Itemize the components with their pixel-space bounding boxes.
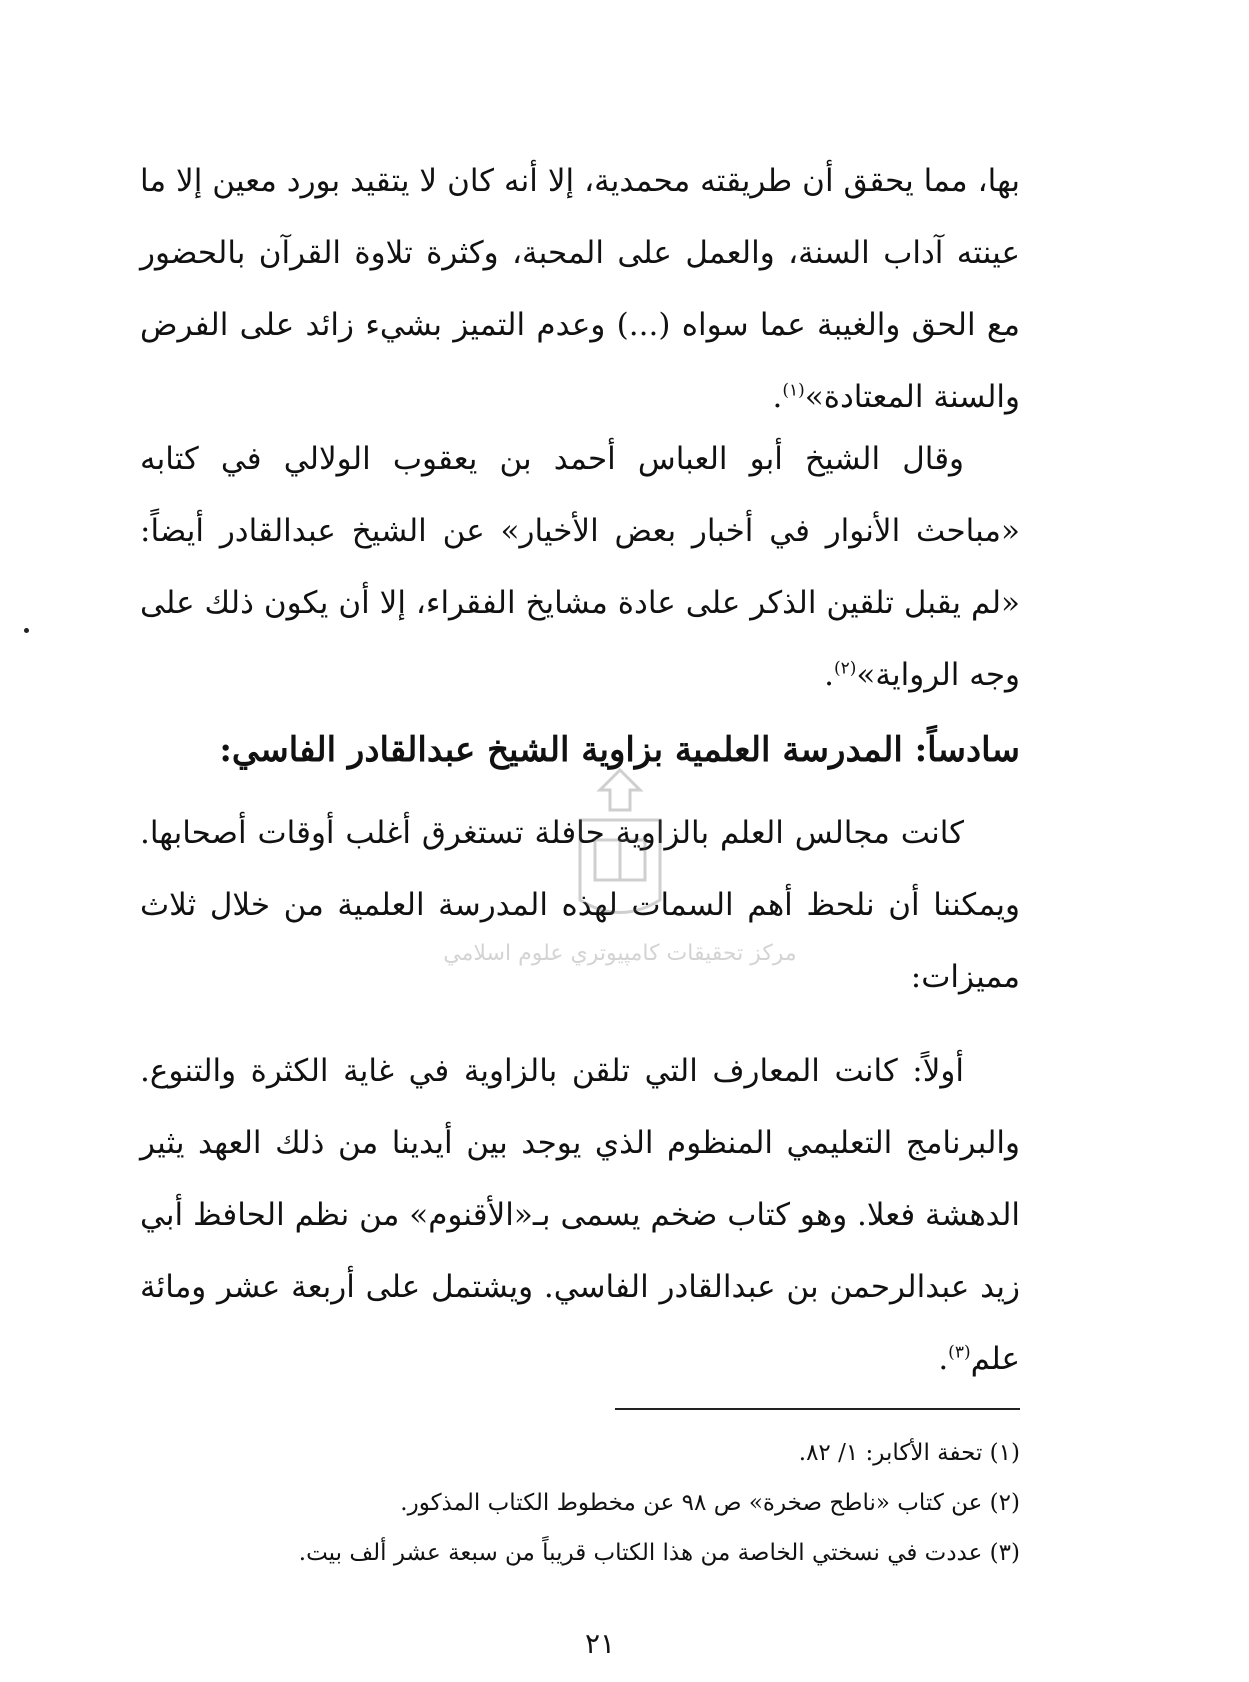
footnote-ref-3: (٣) [948,1342,971,1363]
paragraph-3: كانت مجالس العلم بالزاوية حافلة تستغرق أغلب أوقات أصحابها. ويمكننا أن نلحظ أهم السمات لهذه المدرسة العلمية من خلال ثلاث مميزات: [140,815,1020,995]
page-number: ٢١ [584,1627,616,1660]
footnotes [140,1428,1020,1578]
paragraph-1-text: بها، مما يحقق أن طريقته محمدية، إلا أنه كان لا يتقيد بورد معين إلا ما عينته آداب السنة، والعمل على المحبة، وكثرة تلاوة القرآن بالحضور مع الحق والغيبة عما سواه (...) وعدم التميز بشيء زائد على الفرض والسنة المعتادة» [140,163,1020,415]
footnote-2: (٢) عن كتاب «ناطح صخرة» ص ٩٨ عن مخطوط الكتاب المذكور. [400,1490,1020,1516]
footnote-ref-1: (١) [782,380,805,401]
paragraph-1: بها، مما يحقق أن طريقته محمدية، إلا أنه كان لا يتقيد بورد معين إلا ما عينته آداب السنة، والعمل على المحبة، وكثرة تلاوة القرآن بالحضور مع الحق والغيبة عما سواه (...) وعدم التميز بشيء زائد على الفرض والسنة المعتادة»$^{(١)}$. [140,163,1020,415]
footnote-separator [615,1408,1020,1410]
footnote-1: (١) تحفة الأكابر: ١/ ٨٢. [798,1440,1020,1466]
paragraph-2: وقال الشيخ أبو العباس أحمد بن يعقوب الولالي في كتابه «مباحث الأنوار في أخبار بعض الأخيار» عن الشيخ عبدالقادر أيضاً: «لم يقبل تلقين الذكر على عادة مشايخ الفقراء، إلا أن يكون ذلك على وجه الرواية»$^{(٢)}$. [140,441,1020,693]
paragraph-4-text: أولاً: كانت المعارف التي تلقن بالزاوية في غاية الكثرة والتنوع. والبرنامج التعليمي المنظوم الذي يوجد بين أيدينا من ذلك العهد يثير الدهشة فعلا. وهو كتاب ضخم يسمى بـ«الأقنوم» من نظم الحافظ أبي زيد عبدالرحمن بن عبدالقادر الفاسي. ويشتمل على أربعة عشر ومائة علم [140,1053,1020,1377]
scan-speck [24,628,29,633]
footnote-ref-2: (٢) [834,658,857,679]
paragraph-4: أولاً: كانت المعارف التي تلقن بالزاوية في غاية الكثرة والتنوع. والبرنامج التعليمي المنظوم الذي يوجد بين أيدينا من ذلك العهد يثير الدهشة فعلا. وهو كتاب ضخم يسمى بـ«الأقنوم» من نظم الحافظ أبي زيد عبدالرحمن بن عبدالقادر الفاسي. ويشتمل على أربعة عشر ومائة علم$^{(٣)}$. [140,1053,1020,1377]
paragraph-2-text: وقال الشيخ أبو العباس أحمد بن يعقوب الولالي في كتابه «مباحث الأنوار في أخبار بعض الأخيار» عن الشيخ عبدالقادر أيضاً: «لم يقبل تلقين الذكر على عادة مشايخ الفقراء، إلا أن يكون ذلك على وجه الرواية» [140,441,1020,693]
section-heading: سادساً: المدرسة العلمية بزاوية الشيخ عبدالقادر الفاسي: [219,730,1020,770]
footnote-3: (٣) عددت في نسختي الخاصة من هذا الكتاب قريباً من سبعة عشر ألف بيت. [298,1540,1020,1566]
watermark-text: مركز تحقيقات كامپيوتري علوم اسلامي [443,941,797,966]
